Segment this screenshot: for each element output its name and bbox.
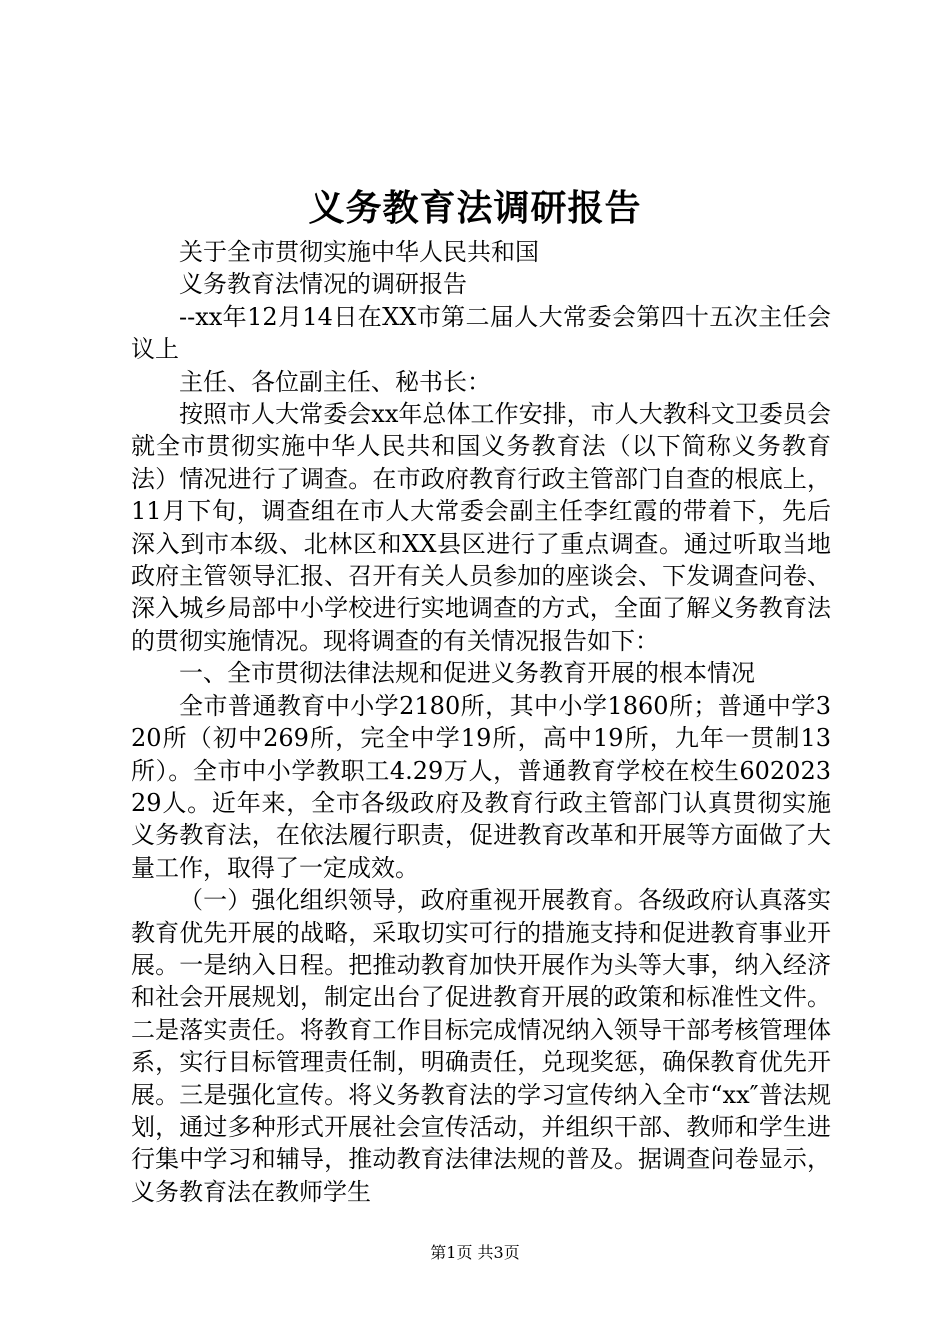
page-number-footer: 第1页 共3页: [430, 1243, 520, 1262]
document-body: [131, 236, 831, 1208]
paragraph-introduction: 按照市人大常委会xx年总体工作安排，市人大教科文卫委员会就全市贯彻实施中华人民共和国义务教育法（以下简称义务教育法）情况进行了调查。在市政府教育行政主管部门自查的根底上，11月下旬，调查组在市人大常委会副主任李红霞的带着下，先后深入到市本级、北林区和XX县区进行了重点调查。通过听取当地政府主管领导汇报、召开有关人员参加的座谈会、下发调查问卷、深入城乡局部中小学校进行实地调查的方式，全面了解义务教育法的贯彻实施情况。现将调查的有关情况报告如下：: [131, 400, 831, 655]
paragraph-salutation: 主任、各位副主任、秘书长：: [179, 367, 491, 396]
document-title: 义务教育法调研报告: [308, 187, 642, 229]
paragraph-subject-line-1: 关于全市贯彻实施中华人民共和国: [179, 238, 539, 266]
section-heading-1: 一、全市贯彻法律法规和促进义务教育开展的根本情况: [179, 659, 755, 688]
paragraph-statistics: 全市普通教育中小学2180所，其中小学1860所；普通中学320所（初中269所，完全中学19所，高中19所，九年一贯制13所）。全市中小学教职工4.29万人，普通教育学校在校生60202329人。近年来，全市各级政府及教育行政主管部门认真贯彻实施义务教育法，在依法履行职责，促进教育改革和开展等方面做了大量工作，取得了一定成效。: [131, 691, 831, 882]
paragraph-subject-line-2: 义务教育法情况的调研报告: [179, 270, 467, 299]
paragraph-organization-leadership: （一）强化组织领导，政府重视开展教育。各级政府认真落实教育优先开展的战略，采取切实可行的措施支持和促进教育事业开展。一是纳入日程。把推动教育加快开展作为头等大事，纳入经济和社会开展规划，制定出台了促进教育开展的政策和标准性文件。二是落实责任。将教育工作目标完成情况纳入领导干部考核管理体系，实行目标管理责任制，明确责任，兑现奖惩，确保教育优先开展。三是强化宣传。将义务教育法的学习宣传纳入全市“xx″普法规划，通过多种形式开展社会宣传活动，并组织干部、教师和学生进行集中学习和辅导，推动教育法律法规的普及。据调查问卷显示，义务教育法在教师学生: [131, 886, 831, 1206]
paragraph-meeting-date: --xx年12月14日在XX市第二届人大常委会第四十五次主任会议上: [131, 302, 831, 364]
